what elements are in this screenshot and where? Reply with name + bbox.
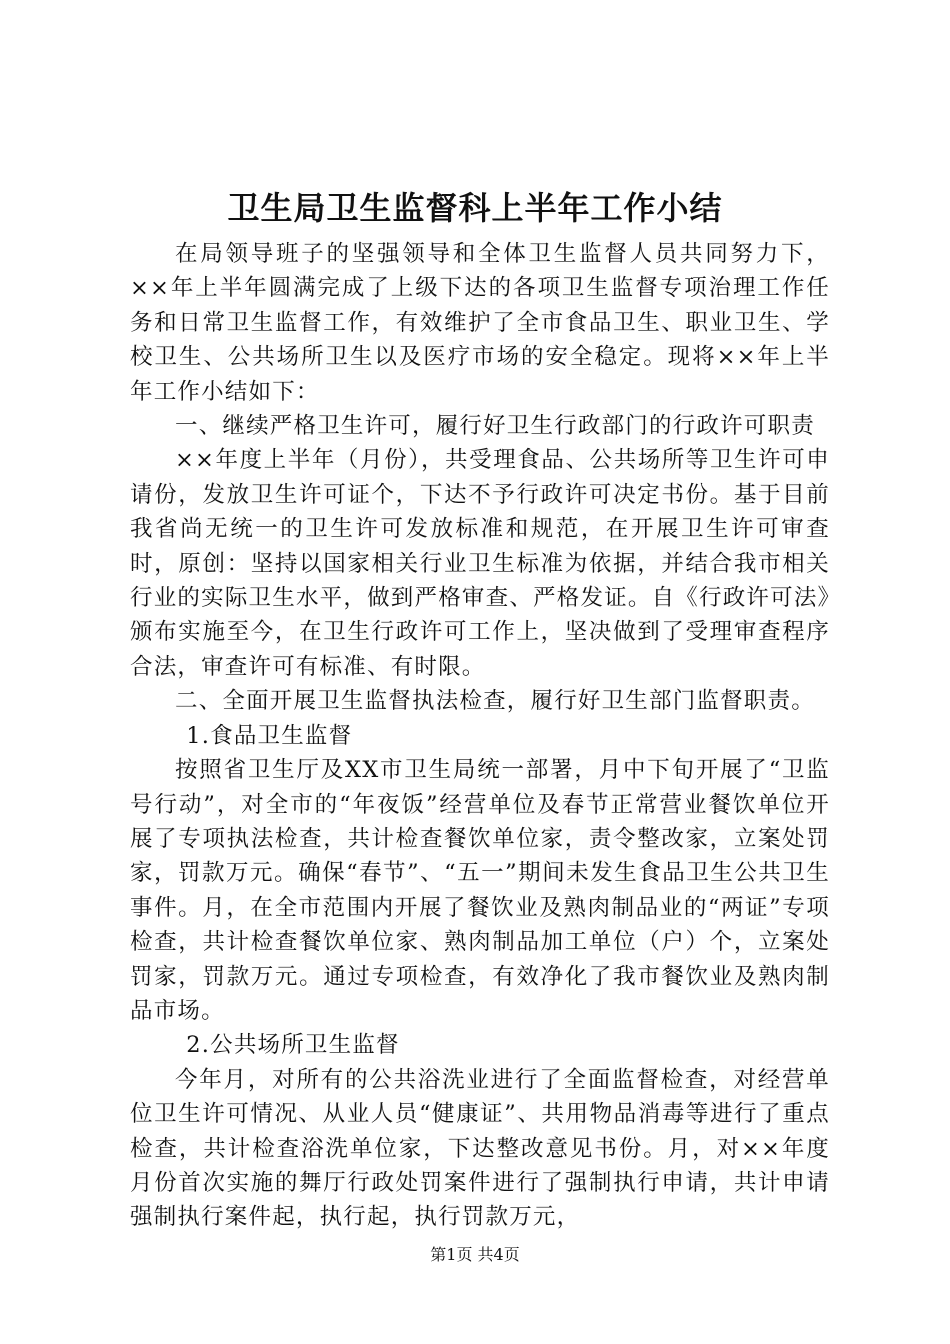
paragraph-public-places: 今年月，对所有的公共浴洗业进行了全面监督检查，对经营单位卫生许可情况、从业人员“健康证”、共用物品消毒等进行了重点检查，共计检查浴洗单位家，下达整改意见书份。月，对××年度月份首次实施的舞厅行政处罚案件进行了强制执行申请，共计申请强制执行案件起，执行起，执行罚款万元， [130,1066,830,1231]
document-title: 卫生局卫生监督科上半年工作小结 [227,189,723,227]
paragraph-food-hygiene: 按照省卫生厅及XX市卫生局统一部署，月中下旬开展了“卫监号行动”，对全市的“年夜饭”经营单位及春节正常营业餐饮单位开展了专项执法检查，共计检查餐饮单位家，责令整改家，立案处罚家，罚款万元。确保“春节”、“五一”期间未发生食品卫生公共卫生事件。月，在全市范围内开展了餐饮业及熟肉制品业的“两证”专项检查，共计检查餐饮单位家、熟肉制品加工单位（户）个，立案处罚家，罚款万元。通过专项检查，有效净化了我市餐饮业及熟肉制品市场。 [130,757,830,1024]
section-heading-2: 二、全面开展卫生监督执法检查，履行好卫生部门监督职责。 [175,688,815,715]
paragraph-licensing: ××年度上半年（月份），共受理食品、公共场所等卫生许可申请份，发放卫生许可证个，下达不予行政许可决定书份。基于目前我省尚无统一的卫生许可发放标准和规范，在开展卫生许可审查时，原创：坚持以国家相关行业卫生标准为依据，并结合我市相关行业的实际卫生水平，做到严格审查、严格发证。自《行政许可法》颁布实施至今，在卫生行政许可工作上，坚决做到了受理审查程序合法，审查许可有标准、有时限。 [130,447,830,680]
section-heading-1: 一、继续严格卫生许可，履行好卫生行政部门的行政许可职责 [175,413,815,440]
subsection-heading-food: 1.食品卫生监督 [186,722,353,749]
paragraph-intro: 在局领导班子的坚强领导和全体卫生监督人员共同努力下，××年上半年圆满完成了上级下达的各项卫生监督专项治理工作任务和日常卫生监督工作，有效维护了全市食品卫生、职业卫生、学校卫生、公共场所卫生以及医疗市场的安全稳定。现将××年上半年工作小结如下： [130,241,830,405]
page-number-footer: 第1页 共4页 [430,1245,520,1264]
document-body [130,237,830,1235]
subsection-heading-public-places: 2.公共场所卫生监督 [186,1032,400,1059]
